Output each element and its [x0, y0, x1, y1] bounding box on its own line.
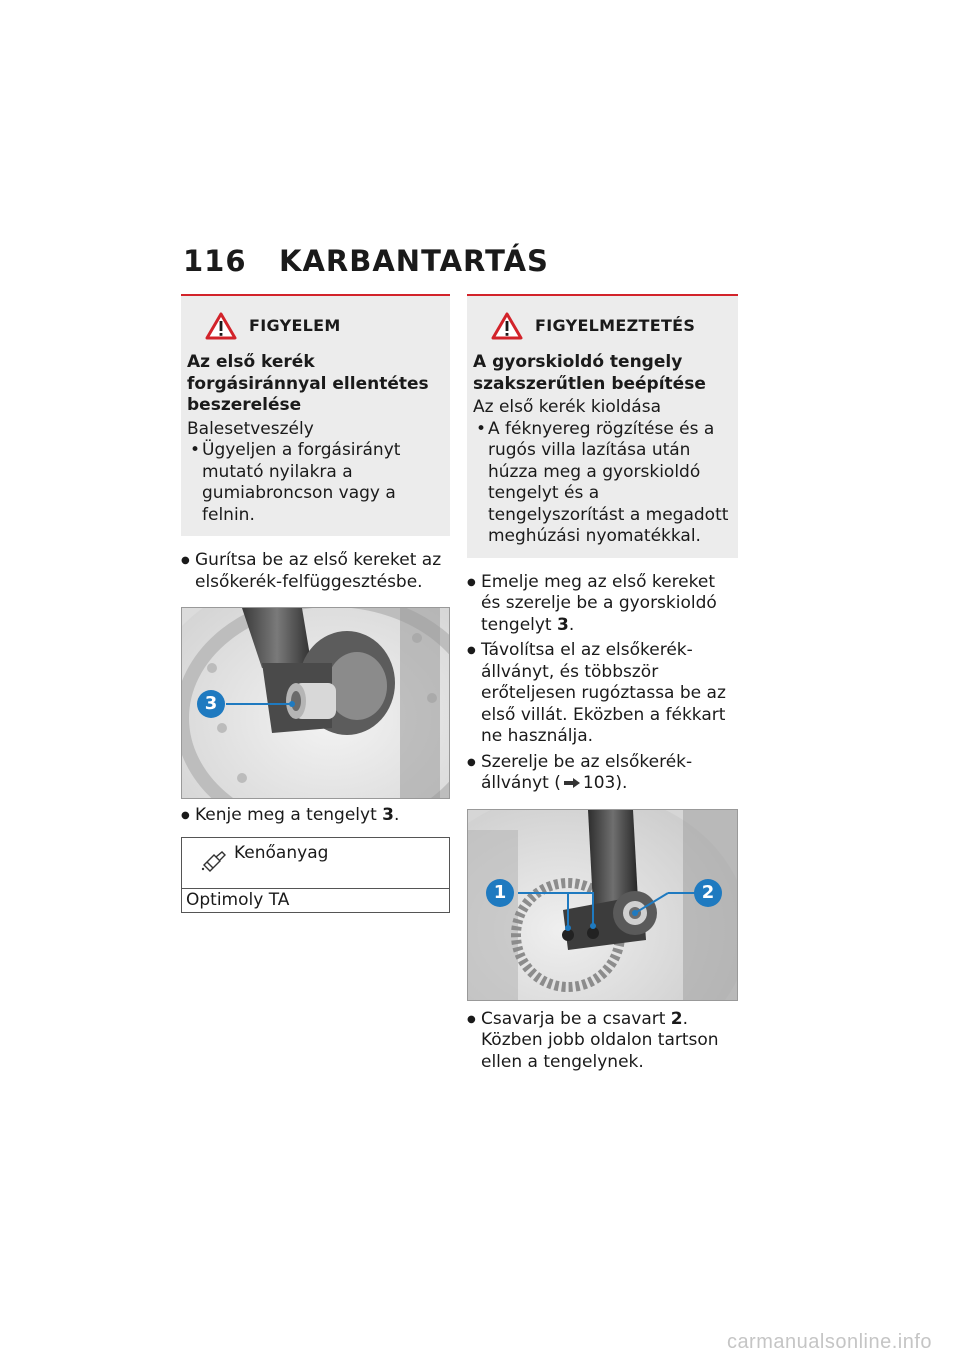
warning-heading: Az első kerék forgásiránnyal ellentétes beszerelése [187, 352, 429, 415]
page-title: KARBANTARTÁS [279, 244, 549, 278]
step-roll-wheel: ● Gurítsa be az első kereket az elsőkerék-felfüggesztésbe. [181, 550, 450, 593]
page-reference-arrow-icon [563, 777, 581, 789]
step-stand-page: 103 [582, 773, 616, 793]
step-install-end: . [568, 614, 575, 635]
callout-3-label: 3 [204, 693, 218, 714]
step-lubricate-ref: 3 [382, 805, 395, 825]
warning-bullet: • Ügyeljen a forgásirányt mutató nyilakra a gumiabroncson vagy a felnin. [187, 440, 444, 526]
figure-sensor-bolt [467, 809, 738, 1001]
warning-title-right: FIGYELMEZTETÉS [535, 316, 696, 336]
step-screw-text-a: Csavarja be a csavart [481, 1008, 666, 1029]
right-column [467, 294, 738, 1073]
warning-triangle-icon [491, 312, 523, 340]
step-lubricate-axle [181, 805, 450, 827]
watermark: carmanualsonline.info [726, 1331, 932, 1353]
warning-hazard: Balesetveszély [187, 418, 314, 439]
step-install-ref: 3 [557, 614, 569, 635]
step-install-axle [467, 572, 738, 637]
warning-hazard-right: Az első kerék kioldása [473, 397, 661, 417]
step-install-text: Emelje meg az első kereket és szerelje be a gyorskioldó tengelyt [481, 571, 717, 635]
lubricant-value: Optimoly TA [186, 889, 290, 910]
callout-2-label: 2 [701, 881, 715, 903]
warning-box-left [181, 294, 450, 536]
lubricant-table [181, 837, 450, 914]
warning-box-right [467, 294, 738, 558]
step-lubricate-end: . [394, 805, 400, 825]
callout-3 [197, 690, 225, 718]
warning-header [187, 312, 444, 340]
warning-bullet-right: • A féknyereg rögzítése és a rugós villa lazítása után húzza meg a gyorskioldó tengelyt és a tengelyszorítást a megadott meghúzási nyomatékkal. [473, 419, 732, 548]
step-install-stand [467, 752, 738, 795]
lubricant-label: Kenőanyag [234, 842, 329, 863]
warning-header-right [473, 312, 732, 340]
step-stand-text: Szerelje be az elsőkerék-állványt ( [481, 751, 693, 793]
left-column [181, 294, 450, 913]
page-header [183, 244, 549, 278]
page-number: 116 [183, 244, 247, 278]
step-screw-ref: 2 [670, 1008, 683, 1029]
grease-tube-icon [200, 850, 228, 872]
callout-1-label: 1 [493, 881, 507, 903]
step-screw-text-b: . Közben jobb oldalon tartson ellen a tengelynek. [481, 1008, 719, 1072]
warning-title: FIGYELEM [249, 316, 341, 336]
sensor-illustration [468, 810, 737, 1000]
warning-triangle-icon [205, 312, 237, 340]
step-remove-stand: ● Távolítsa el az elsőkerék-állványt, és többször erőteljesen rugóztassa be az első villát. Eközben a fékkart ne használja. [467, 640, 738, 748]
step-lubricate-text: Kenje meg a tengelyt [195, 805, 377, 825]
step-stand-end: ). [615, 773, 628, 793]
lubricant-header [182, 838, 449, 889]
figure-axle [181, 607, 450, 799]
step-screw-bolt [467, 1009, 738, 1074]
callout-1 [486, 879, 514, 907]
callout-2 [694, 879, 722, 907]
warning-heading-right: A gyorskioldó tengely szakszerűtlen beépítése [473, 352, 706, 394]
